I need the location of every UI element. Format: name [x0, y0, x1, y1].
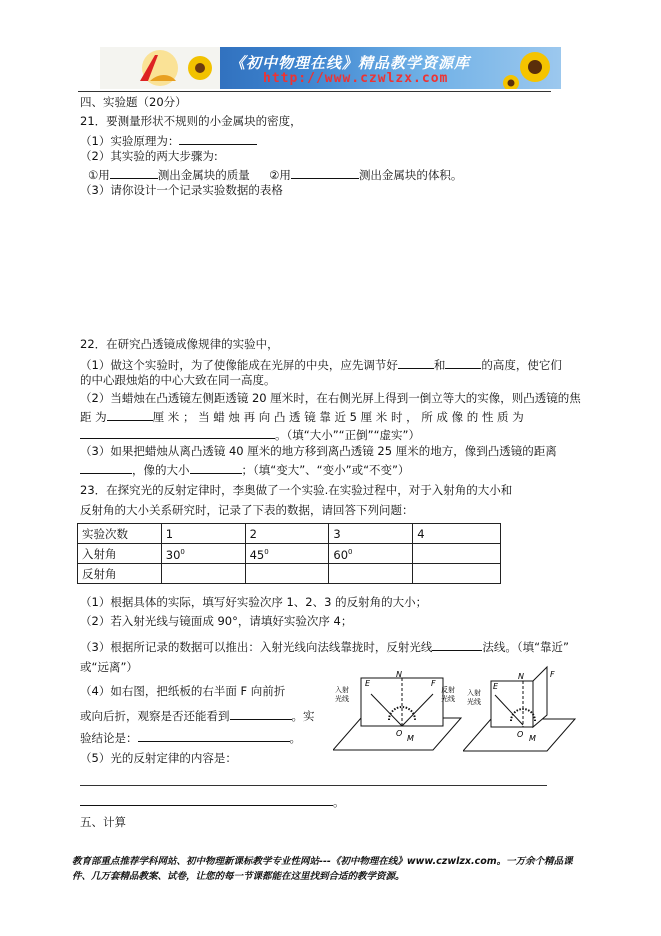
answer-blank[interactable]: [179, 132, 257, 145]
q21-part1: [80, 132, 257, 149]
q23-line2: 反射角的大小关系研究时，记录了下表的数据，请回答下列问题：: [80, 503, 414, 517]
q23-q4-d: 验结论是：: [80, 731, 138, 745]
q23-q3: [80, 638, 569, 655]
q22-line1-b: 和: [433, 358, 446, 372]
q22-stem: 22．在研究凸透镜成像规律的实验中，: [80, 337, 279, 351]
q22-line2: 的中心跟烛焰的中心大致在同一高度。: [80, 373, 276, 387]
q23-q5-line2: [80, 793, 345, 810]
q22-line4-a: 距 为: [80, 410, 107, 424]
table-cell: [329, 544, 413, 564]
answer-blank[interactable]: [445, 356, 481, 369]
label-m: M: [407, 734, 414, 743]
answer-blank[interactable]: [398, 356, 434, 369]
label-n: N: [396, 670, 402, 679]
q23-q4-a: （4）如右图，把纸板的右半面 F 向前折: [80, 684, 286, 698]
footer-line-2: 件、几万套精品教案、试卷，让您的每一节课都能在这里找到合适的教学资源。: [72, 871, 405, 882]
q22-line5-text: 。（填“大小”“正倒”“虚实”）: [275, 428, 420, 442]
answer-blank[interactable]: [110, 166, 158, 179]
q23-q3-c: 或“远离”）: [80, 660, 138, 674]
answer-blank[interactable]: [80, 793, 333, 806]
reflection-figure-folded: [463, 665, 583, 755]
answer-blank[interactable]: [190, 461, 242, 474]
header-banner: [100, 47, 561, 89]
header-rule: [78, 91, 551, 92]
label-incident-1: 入射: [335, 686, 349, 694]
table-cell: 1: [161, 524, 245, 544]
answer-blank[interactable]: [432, 638, 482, 651]
angle-value: 45: [249, 547, 265, 562]
table-cell[interactable]: [413, 564, 501, 584]
table-cell[interactable]: [161, 564, 245, 584]
sunflower-icon: [501, 47, 561, 89]
table-row: [78, 564, 501, 584]
answer-blank[interactable]: [230, 707, 292, 720]
answer-blank[interactable]: [107, 408, 153, 421]
table-cell[interactable]: [413, 544, 501, 564]
label-e: E: [365, 679, 371, 688]
site-logo-icon: [100, 47, 220, 89]
table-cell: [161, 544, 245, 564]
table-cell: [245, 544, 329, 564]
q22-line7-a: ，像的大小: [132, 463, 190, 477]
label-f: F: [550, 670, 555, 679]
site-url[interactable]: http://www.czwlzx.com: [263, 71, 449, 86]
q23-q3-a: （3）根据所记录的数据可以推出：入射光线向法线靠拢时，反射光线: [80, 640, 433, 654]
table-cell[interactable]: [245, 564, 329, 584]
q22-line1-c: 的高度，使它们: [481, 358, 562, 372]
table-cell[interactable]: [329, 564, 413, 584]
q22-line4: [80, 408, 524, 425]
label-incident-1: 入射: [467, 689, 481, 697]
q22-line7-b: ；（填“变大”、“变小”或“不变”）: [241, 463, 410, 477]
q23-line1: 23．在探究光的反射定律时，李奥做了一个实验.在实验过程中，对于入射角的大小和: [80, 483, 513, 497]
q23-q4-c: 。实: [291, 709, 315, 723]
site-title: 《初中物理在线》精品教学资源库: [230, 54, 471, 72]
answer-blank[interactable]: [80, 461, 132, 474]
q21-step1-suffix: 测出金属块的质量: [157, 168, 250, 182]
table-cell: 反射角: [78, 564, 162, 584]
label-reflect-2: 光线: [441, 695, 455, 703]
q23-q4-line2: [80, 707, 315, 724]
angle-value: 30: [165, 547, 181, 562]
q23-q4-e: 。: [289, 731, 301, 745]
label-e: E: [493, 682, 499, 691]
reflection-figure-flat: [333, 670, 463, 755]
q21-step2-suffix: 测出金属块的体积。: [358, 168, 463, 182]
answer-blank[interactable]: [80, 426, 275, 439]
q21-part2: （2）其实验的两大步骤为:: [80, 149, 218, 163]
angle-value: 60: [333, 547, 349, 562]
table-cell: 3: [329, 524, 413, 544]
q23-q3-b: 法线。（填“靠近”: [482, 640, 569, 654]
reflection-data-table: [77, 523, 501, 584]
table-cell: 入射角: [78, 544, 162, 564]
answer-blank[interactable]: [138, 729, 290, 742]
q23-q4-line3: [80, 729, 301, 746]
q21-step1-prefix: ①用: [88, 168, 110, 182]
q23-q5-end: 。: [333, 795, 345, 809]
table-cell: 2: [245, 524, 329, 544]
label-o: O: [517, 730, 524, 739]
q22-line5: [80, 426, 420, 443]
q22-line6: （3）如果把蜡烛从离凸透镜 40 厘米的地方移到离凸透镜 25 厘米的地方，像到凸透镜的距离: [80, 444, 557, 458]
q22-line7: [80, 461, 410, 478]
label-n: N: [518, 672, 524, 681]
q21-part1-text: （1）实验原理为：: [80, 134, 180, 148]
q21-step2-prefix: ②用: [269, 168, 291, 182]
label-f: F: [431, 679, 436, 688]
degree-mark: 0: [180, 548, 185, 557]
table-cell: 实验次数: [78, 524, 162, 544]
degree-mark: 0: [348, 548, 353, 557]
q23-q5: （5）光的反射定律的内容是：: [80, 751, 237, 765]
table-row: [78, 544, 501, 564]
label-m: M: [529, 734, 536, 743]
table-cell: 4: [413, 524, 501, 544]
label-incident-2: 光线: [335, 695, 349, 703]
label-reflect-1: 反射: [441, 686, 455, 694]
answer-blank[interactable]: [291, 166, 359, 179]
degree-mark: 0: [264, 548, 269, 557]
answer-line[interactable]: [80, 785, 547, 786]
section-heading-4: 四、实验题（20分）: [80, 95, 187, 109]
q21-stem: 21．要测量形状不规则的小金属块的密度，: [80, 114, 302, 128]
q23-q4-b: 或向后折，观察是否还能看到: [80, 709, 230, 723]
q21-part3: （3）请你设计一个记录实验数据的表格: [80, 183, 283, 197]
label-o: O: [396, 729, 403, 738]
q22-line3: （2）当蜡烛在凸透镜左侧距透镜 20 厘米时，在右侧光屏上得到一倒立等大的实像，则凸透镜的焦: [80, 391, 581, 405]
q22-line1-a: （1）做这个实验时，为了使像能成在光屏的中央，应先调节好: [80, 358, 398, 372]
q22-line4-b: 厘 米 ； 当 蜡 烛 再 向 凸 透 镜 靠 近 5 厘 米 时 ， 所 成 像 的 性 质 为: [152, 410, 524, 424]
q23-q1: （1）根据具体的实际，填写好实验次序 1、2、3 的反射角的大小；: [80, 595, 428, 609]
q23-q2: （2）若入射光线与镜面成 90°，请填好实验次序 4；: [80, 614, 353, 628]
q22-line1: [80, 356, 562, 373]
q21-steps: [88, 166, 462, 183]
section-heading-5: 五、计算: [80, 815, 126, 829]
footer-line-1: 教育部重点推荐学科网站、初中物理新课标教学专业性网站---《初中物理在线》www.czwlzx.com。一万余个精品课: [72, 856, 573, 867]
table-row: [78, 524, 501, 544]
label-incident-2: 光线: [467, 698, 481, 706]
